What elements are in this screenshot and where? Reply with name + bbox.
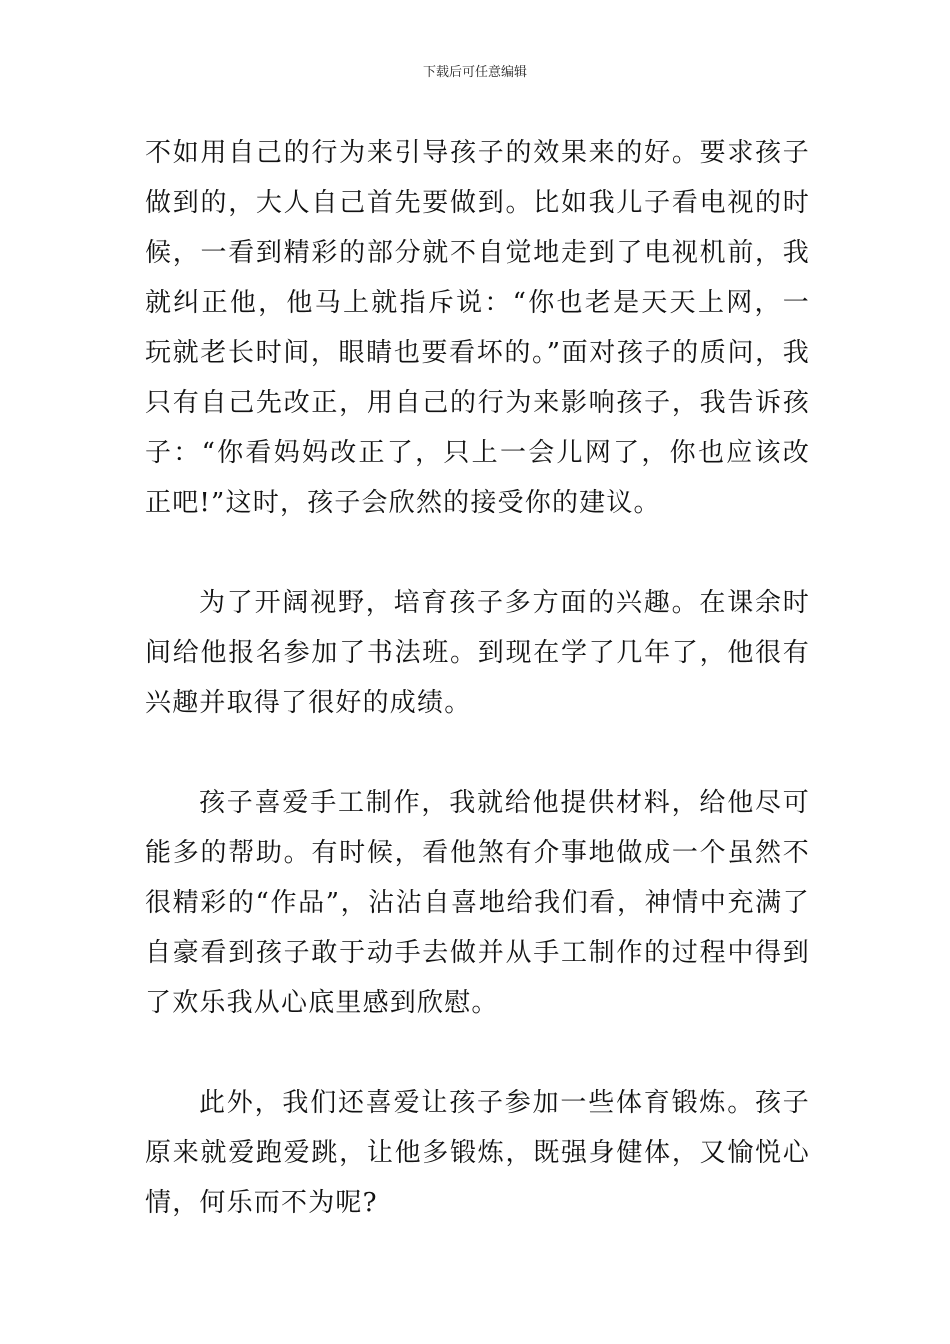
paragraph-spacer (145, 728, 810, 778)
paragraph-2: 为了开阔视野，培育孩子多方面的兴趣。在课余时间给他报名参加了书法班。到现在学了几年了，他很有兴趣并取得了很好的成绩。 (145, 588, 810, 718)
paragraph-3: 孩子喜爱手工制作，我就给他提供材料，给他尽可能多的帮助。有时候，看他煞有介事地做成一个虽然不很精彩的“作品”，沾沾自喜地给我们看，神情中充满了自豪看到孩子敢于动手去做并从手工制作的过程中得到了欢乐我从心底里感到欣慰。 (145, 788, 810, 1018)
paragraph-spacer (145, 528, 810, 578)
paragraph-1: 不如用自己的行为来引导孩子的效果来的好。要求孩子做到的，大人自己首先要做到。比如我儿子看电视的时候，一看到精彩的部分就不自觉地走到了电视机前，我就纠正他，他马上就指斥说：“你也老是天天上网，一玩就老长时间，眼睛也要看坏的。”面对孩子的质问，我只有自己先改正，用自己的行为来影响孩子，我告诉孩子：“你看妈妈改正了，只上一会儿网了，你也应该改正吧!”这时，孩子会欣然的接受你的建议。 (145, 138, 810, 518)
page-header: 下载后可任意编辑 (422, 65, 527, 80)
paragraph-4: 此外，我们还喜爱让孩子参加一些体育锻炼。孩子原来就爱跑爱跳，让他多锻炼，既强身健体，又愉悦心情，何乐而不为呢? (145, 1088, 810, 1218)
paragraph-spacer (145, 1028, 810, 1078)
document-body (145, 128, 810, 1228)
